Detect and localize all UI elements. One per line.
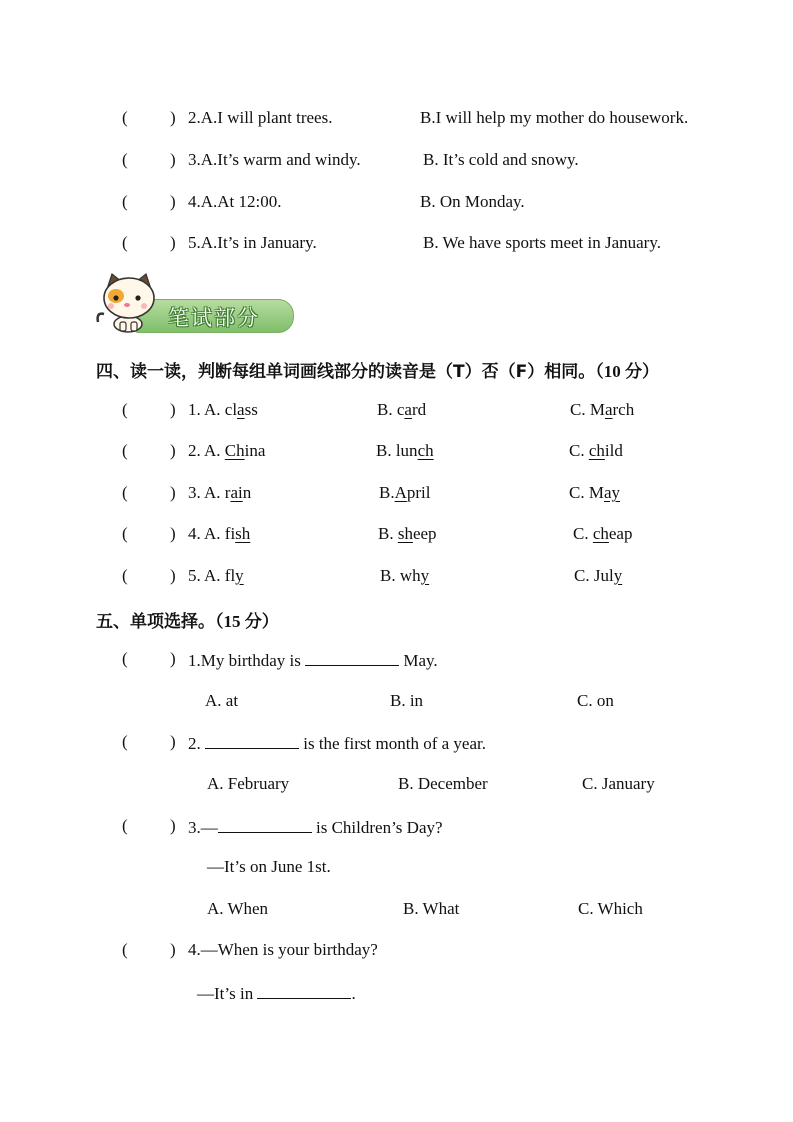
underlined-letters: y bbox=[613, 566, 623, 585]
word-part: B. lun bbox=[376, 441, 418, 460]
banner-label: 笔试部分 bbox=[168, 306, 260, 330]
section-5-score: （15 分） bbox=[215, 612, 279, 631]
option-a: 3.A.It’s warm and windy. bbox=[188, 150, 361, 169]
answer-bracket-open[interactable]: ( bbox=[122, 524, 128, 543]
underlined-letters: sh bbox=[397, 524, 413, 543]
answer-bracket-open[interactable]: ( bbox=[122, 566, 128, 585]
word-option-b bbox=[377, 400, 426, 420]
answer-blank[interactable] bbox=[305, 649, 399, 666]
word-part: B. wh bbox=[380, 566, 421, 585]
option-c[interactable]: C. on bbox=[577, 691, 614, 710]
word-option-b bbox=[376, 441, 434, 461]
word-option-a bbox=[204, 483, 251, 503]
word-option-b bbox=[378, 524, 437, 544]
word-part: C. M bbox=[569, 483, 604, 502]
word-option-a bbox=[204, 441, 265, 461]
underlined-letters: ch bbox=[592, 524, 609, 543]
word-option-b bbox=[379, 483, 430, 503]
option-b[interactable]: B. What bbox=[403, 899, 460, 918]
answer-bracket-close: ) bbox=[170, 524, 176, 543]
word-option-c bbox=[570, 400, 634, 420]
item-number: 2. bbox=[188, 441, 201, 460]
reply-end: . bbox=[351, 984, 356, 1003]
option-b: B. It’s cold and snowy. bbox=[423, 150, 579, 169]
underlined-letters: Ch bbox=[224, 441, 245, 460]
underlined-letters: ch bbox=[417, 441, 434, 460]
word-part: A. cl bbox=[204, 400, 238, 419]
answer-bracket-close: ) bbox=[170, 816, 176, 835]
word-option-a bbox=[204, 400, 258, 420]
stem-text-post: is the first month of a year. bbox=[303, 734, 486, 753]
word-option-c bbox=[573, 524, 632, 544]
underlined-letters: a bbox=[604, 400, 613, 419]
answer-blank[interactable] bbox=[218, 816, 312, 833]
word-part: A. bbox=[204, 441, 225, 460]
answer-bracket-open[interactable]: ( bbox=[122, 150, 128, 169]
word-part: B. bbox=[379, 483, 395, 502]
word-part: C. M bbox=[570, 400, 605, 419]
stem-text-post: May. bbox=[403, 651, 438, 670]
option-c[interactable]: C. Which bbox=[578, 899, 643, 918]
item-number: 3. bbox=[188, 483, 201, 502]
answer-bracket-open[interactable]: ( bbox=[122, 233, 128, 252]
option-a: 5.A.It’s in January. bbox=[188, 233, 317, 252]
answer-bracket-close: ) bbox=[170, 400, 176, 419]
dialogue-reply: —It’s on June 1st. bbox=[207, 857, 331, 876]
section-5-title-text: 五、单项选择。 bbox=[96, 612, 215, 632]
answer-bracket-open[interactable]: ( bbox=[122, 400, 128, 419]
reply-text: —It’s in bbox=[197, 984, 254, 1003]
underlined-letters: ay bbox=[603, 483, 621, 502]
answer-bracket-close: ) bbox=[170, 566, 176, 585]
option-b: B. On Monday. bbox=[420, 192, 525, 211]
word-option-b bbox=[380, 566, 429, 586]
stem-text: 2. bbox=[188, 734, 201, 753]
underlined-letters: ai bbox=[230, 483, 243, 502]
option-a: 2.A.I will plant trees. bbox=[188, 108, 333, 127]
stem-text: 3.— bbox=[188, 818, 218, 837]
item-number: 4. bbox=[188, 524, 201, 543]
option-a[interactable]: A. February bbox=[207, 774, 290, 793]
underlined-letters: y bbox=[420, 566, 430, 585]
option-a[interactable]: A. When bbox=[207, 899, 269, 918]
word-part: A. fi bbox=[204, 524, 236, 543]
answer-bracket-open[interactable]: ( bbox=[122, 940, 128, 959]
dialogue-reply bbox=[197, 982, 356, 1004]
word-part: rd bbox=[411, 400, 427, 419]
answer-bracket-close: ) bbox=[170, 233, 176, 252]
word-part: ina bbox=[244, 441, 266, 460]
underlined-letters: a bbox=[237, 400, 245, 419]
answer-bracket-open[interactable]: ( bbox=[122, 732, 128, 751]
word-part: pril bbox=[406, 483, 431, 502]
word-part: B. bbox=[378, 524, 398, 543]
underlined-letters: ch bbox=[588, 441, 605, 460]
stem-text-post: is Children’s Day? bbox=[316, 818, 443, 837]
answer-bracket-open[interactable]: ( bbox=[122, 441, 128, 460]
option-c[interactable]: C. January bbox=[582, 774, 655, 793]
answer-bracket-open[interactable]: ( bbox=[122, 192, 128, 211]
section-4-score: （10 分） bbox=[595, 362, 659, 381]
underlined-letters: a bbox=[404, 400, 412, 419]
word-part: A. fl bbox=[204, 566, 236, 585]
word-part: B. c bbox=[377, 400, 405, 419]
option-b[interactable]: B. December bbox=[398, 774, 488, 793]
answer-blank[interactable] bbox=[257, 982, 351, 999]
item-number: 1. bbox=[188, 400, 201, 419]
word-part: n bbox=[242, 483, 252, 502]
question-stem bbox=[188, 732, 486, 754]
word-part: ss bbox=[244, 400, 258, 419]
answer-bracket-open[interactable]: ( bbox=[122, 649, 128, 668]
word-option-c bbox=[569, 441, 623, 461]
answer-blank[interactable] bbox=[205, 732, 299, 749]
answer-bracket-close: ) bbox=[170, 483, 176, 502]
written-part-banner bbox=[94, 272, 294, 334]
answer-bracket-close: ) bbox=[170, 108, 176, 127]
word-option-a bbox=[204, 566, 244, 586]
word-option-c bbox=[569, 483, 620, 503]
underlined-letters: y bbox=[235, 566, 244, 585]
option-b[interactable]: B. in bbox=[390, 691, 424, 710]
word-part: rch bbox=[612, 400, 635, 419]
answer-bracket-close: ) bbox=[170, 649, 176, 668]
cat-mascot-icon bbox=[94, 272, 164, 334]
section-4-title-text: 四、读一读，判断每组单词画线部分的读音是（T）否（F）相同。 bbox=[96, 362, 596, 382]
underlined-letters: A bbox=[394, 483, 407, 502]
section-5-title bbox=[96, 607, 279, 632]
answer-bracket-open[interactable]: ( bbox=[122, 108, 128, 127]
word-part: eep bbox=[412, 524, 437, 543]
question-stem bbox=[188, 816, 443, 838]
option-b: B. We have sports meet in January. bbox=[423, 233, 661, 252]
word-part: C. Jul bbox=[574, 566, 614, 585]
option-a: 4.A.At 12:00. bbox=[188, 192, 282, 211]
word-part: ild bbox=[604, 441, 623, 460]
answer-bracket-close: ) bbox=[170, 150, 176, 169]
option-a[interactable]: A. at bbox=[205, 691, 239, 710]
item-number: 5. bbox=[188, 566, 201, 585]
word-part: A. r bbox=[204, 483, 231, 502]
answer-bracket-close: ) bbox=[170, 732, 176, 751]
underlined-letters: sh bbox=[235, 524, 251, 543]
option-b: B.I will help my mother do housework. bbox=[420, 108, 689, 127]
answer-bracket-open[interactable]: ( bbox=[122, 816, 128, 835]
answer-bracket-close: ) bbox=[170, 441, 176, 460]
answer-bracket-close: ) bbox=[170, 192, 176, 211]
question-stem bbox=[188, 649, 438, 671]
word-part: C. bbox=[573, 524, 593, 543]
question-stem: 4.—When is your birthday? bbox=[188, 940, 378, 959]
answer-bracket-close: ) bbox=[170, 940, 176, 959]
word-option-a bbox=[204, 524, 250, 544]
stem-text: 1.My birthday is bbox=[188, 651, 301, 670]
word-part: C. bbox=[569, 441, 589, 460]
answer-bracket-open[interactable]: ( bbox=[122, 483, 128, 502]
section-4-title bbox=[96, 357, 659, 382]
word-option-c bbox=[574, 566, 622, 586]
word-part: eap bbox=[608, 524, 633, 543]
